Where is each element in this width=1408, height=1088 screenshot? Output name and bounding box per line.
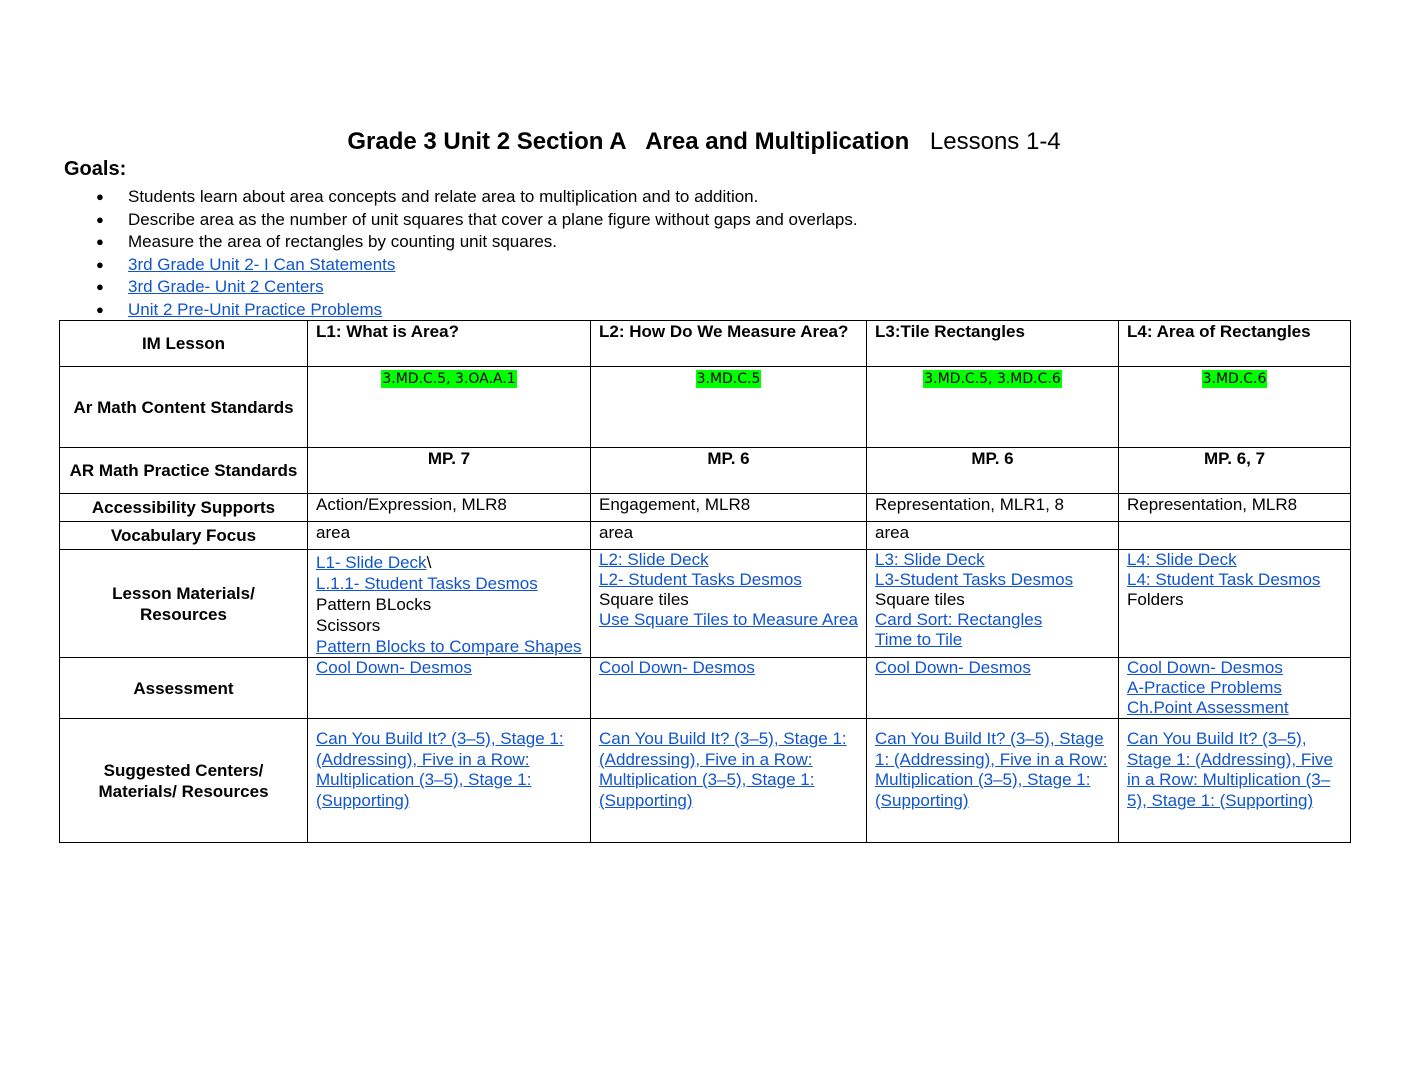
cool-down-link[interactable]: Cool Down- Desmos [875, 658, 1031, 677]
goal-item: ● Students learn about area concepts and relate area to multiplication and to addition. [64, 186, 858, 209]
table-row [60, 321, 1351, 367]
table-row [60, 658, 1351, 719]
practice-standard-cell: MP. 6, 7 [1119, 448, 1351, 494]
table-row [60, 550, 1351, 658]
page-title [0, 128, 1408, 156]
materials-cell-l2 [591, 550, 867, 658]
content-standard-badge: 3.MD.C.5, 3.MD.C.6 [924, 371, 1061, 387]
centers-link[interactable]: Can You Build It? (3–5), Stage 1: (Addressing), Five in a Row: Multiplication (3–5), Stage 1: (Supporting) [316, 729, 564, 810]
material-text: Folders [1127, 590, 1184, 609]
assessment-cell [1119, 658, 1351, 719]
content-standard-cell [867, 367, 1119, 448]
l4-student-task-link[interactable]: L4: Student Task Desmos [1127, 570, 1321, 589]
centers-link[interactable]: Can You Build It? (3–5), Stage 1: (Addressing), Five in a Row: Multiplication (3–5), Stage 1: (Supporting) [1127, 729, 1333, 810]
goals-list [64, 186, 858, 321]
vocabulary-cell: area [867, 522, 1119, 550]
practice-problems-link[interactable]: A-Practice Problems [1127, 678, 1282, 697]
title-topic: Area and Multiplication [645, 128, 910, 155]
l3-slide-deck-link[interactable]: L3: Slide Deck [875, 550, 985, 569]
l1-slide-deck-link[interactable]: L1- Slide Deck [316, 553, 427, 572]
lesson-title-l2: L2: How Do We Measure Area? [591, 321, 867, 367]
accessibility-cell: Representation, MLR1, 8 [867, 494, 1119, 522]
table-row [60, 719, 1351, 843]
i-can-statements-link[interactable]: 3rd Grade Unit 2- I Can Statements [128, 254, 396, 274]
content-standard-badge: 3.MD.C.5, 3.OA.A.1 [382, 371, 516, 387]
lesson-title-l4: L4: Area of Rectangles [1119, 321, 1351, 367]
pattern-blocks-link[interactable]: Pattern Blocks to Compare Shapes [316, 637, 582, 656]
square-tiles-link[interactable]: Use Square Tiles to Measure Area [599, 610, 858, 629]
goal-link-item [64, 299, 858, 322]
content-standard-cell [591, 367, 867, 448]
goal-link-item [64, 276, 858, 299]
cool-down-link[interactable]: Cool Down- Desmos [1127, 658, 1283, 677]
content-standard-badge: 3.MD.C.5 [696, 371, 761, 387]
row-header-materials: Lesson Materials/ Resources [60, 550, 308, 658]
material-text: Scissors [316, 616, 381, 635]
vocabulary-cell [1119, 522, 1351, 550]
material-text: Square tiles [599, 590, 689, 609]
l1-student-tasks-link[interactable]: L.1.1- Student Tasks Desmos [316, 574, 538, 593]
row-header-content-standards: Ar Math Content Standards [60, 367, 308, 448]
card-sort-link[interactable]: Card Sort: Rectangles [875, 610, 1043, 629]
materials-cell-l3 [867, 550, 1119, 658]
lesson-title-l3: L3:Tile Rectangles [867, 321, 1119, 367]
l2-slide-deck-link[interactable]: L2: Slide Deck [599, 550, 709, 569]
vocabulary-cell: area [308, 522, 591, 550]
lesson-plan-table [59, 320, 1351, 843]
row-header-centers: Suggested Centers/ Materials/ Resources [60, 719, 308, 843]
table-row [60, 494, 1351, 522]
goal-item: ● Measure the area of rectangles by counting unit squares. [64, 231, 858, 254]
goal-link-item [64, 254, 858, 277]
assessment-cell [867, 658, 1119, 719]
goal-item: ● Describe area as the number of unit squares that cover a plane figure without gaps and overlaps. [64, 209, 858, 232]
accessibility-cell: Representation, MLR8 [1119, 494, 1351, 522]
table-row [60, 448, 1351, 494]
assessment-cell [591, 658, 867, 719]
pre-unit-practice-link[interactable]: Unit 2 Pre-Unit Practice Problems [128, 299, 383, 319]
cool-down-link[interactable]: Cool Down- Desmos [316, 658, 472, 677]
row-header-practice-standards: AR Math Practice Standards [60, 448, 308, 494]
checkpoint-assessment-link[interactable]: Ch.Point Assessment [1127, 698, 1289, 717]
centers-cell [308, 719, 591, 843]
title-lessons: Lessons 1-4 [929, 128, 1061, 155]
practice-standard-cell: MP. 6 [591, 448, 867, 494]
goals-heading: Goals: [64, 158, 127, 180]
centers-cell [867, 719, 1119, 843]
material-text: Pattern BLocks [316, 595, 432, 614]
centers-link[interactable]: Can You Build It? (3–5), Stage 1: (Addressing), Five in a Row: Multiplication (3–5), Stage 1: (Supporting) [875, 729, 1108, 810]
unit-centers-link[interactable]: 3rd Grade- Unit 2 Centers [128, 277, 324, 296]
practice-standard-cell: MP. 7 [308, 448, 591, 494]
content-standard-cell [308, 367, 591, 448]
lesson-title-l1: L1: What is Area? [308, 321, 591, 367]
row-header-accessibility: Accessibility Supports [60, 494, 308, 522]
l4-slide-deck-link[interactable]: L4: Slide Deck [1127, 550, 1237, 569]
table-row [60, 522, 1351, 550]
table-row [60, 367, 1351, 448]
materials-line [316, 552, 582, 573]
time-to-tile-link[interactable]: Time to Tile [875, 630, 963, 649]
l2-student-tasks-link[interactable]: L2- Student Tasks Desmos [599, 570, 802, 589]
materials-cell-l4 [1119, 550, 1351, 658]
l3-student-tasks-link[interactable]: L3-Student Tasks Desmos [875, 570, 1074, 589]
centers-cell [1119, 719, 1351, 843]
centers-cell [591, 719, 867, 843]
materials-cell-l1 [308, 550, 591, 658]
materials-suffix: \ [426, 553, 432, 572]
vocabulary-cell: area [591, 522, 867, 550]
row-header-vocabulary: Vocabulary Focus [60, 522, 308, 550]
accessibility-cell: Action/Expression, MLR8 [308, 494, 591, 522]
title-unit: Grade 3 Unit 2 Section A [347, 128, 627, 155]
centers-link[interactable]: Can You Build It? (3–5), Stage 1: (Addressing), Five in a Row: Multiplication (3–5), Stage 1: (Supporting) [599, 729, 847, 810]
accessibility-cell: Engagement, MLR8 [591, 494, 867, 522]
material-text: Square tiles [875, 590, 965, 609]
content-standard-badge: 3.MD.C.6 [1202, 371, 1267, 387]
row-header-lesson: IM Lesson [60, 321, 308, 367]
content-standard-cell [1119, 367, 1351, 448]
assessment-cell [308, 658, 591, 719]
practice-standard-cell: MP. 6 [867, 448, 1119, 494]
row-header-assessment: Assessment [60, 658, 308, 719]
cool-down-link[interactable]: Cool Down- Desmos [599, 658, 755, 677]
